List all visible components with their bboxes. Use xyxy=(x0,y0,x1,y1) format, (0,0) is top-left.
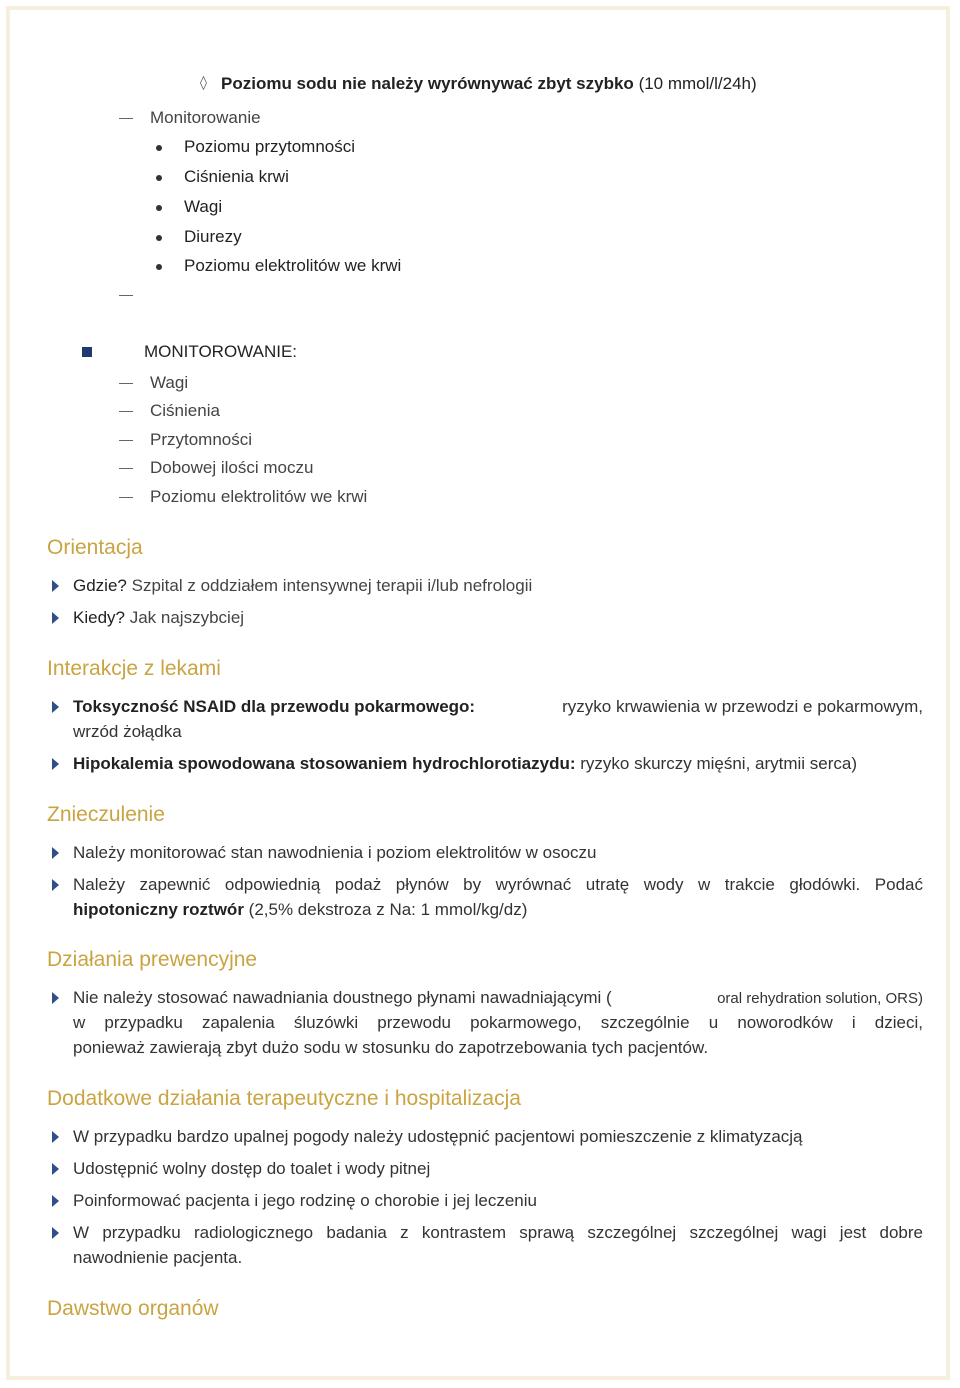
prewencyjne-line1 xyxy=(73,988,923,1008)
heading-orientacja: Orientacja xyxy=(47,536,143,559)
interakcje-bold: Hipokalemia spowodowana stosowaniem hydrochlorotiazydu: xyxy=(73,754,576,773)
monitoring2-item: Przytomności xyxy=(150,430,253,449)
monitoring1-item: Poziomu przytomności xyxy=(184,137,356,156)
orientacja-answer: Szpital z oddziałem intensywnej terapii i/lub nefrologii xyxy=(131,576,533,595)
monitoring2-item: Poziomu elektrolitów we krwi xyxy=(150,487,368,506)
dash-icon xyxy=(119,411,133,412)
square-bullet-icon xyxy=(82,347,92,357)
dash-icon xyxy=(119,440,133,441)
bullet-dot-icon xyxy=(156,145,162,151)
orientacja-item xyxy=(73,608,244,628)
arrow-bullet-icon xyxy=(52,1163,59,1175)
znieczulenie-rest: (2,5% dekstroza z Na: 1 mmol/kg/dz) xyxy=(248,900,528,919)
bullet-dot-icon xyxy=(156,205,162,211)
orientacja-item xyxy=(73,576,532,596)
sodium-note xyxy=(221,74,757,94)
heading-dodatkowe: Dodatkowe działania terapeutyczne i hospitalizacja xyxy=(47,1087,521,1110)
monitoring1-item: Ciśnienia krwi xyxy=(184,167,289,186)
interakcje-text: ryzyko skurczy mięśni, arytmii serca) xyxy=(580,754,858,773)
sodium-note-rest: (10 mmol/l/24h) xyxy=(638,74,757,93)
dash-icon xyxy=(119,468,133,469)
znieczulenie-item-1: Należy monitorować stan nawodnienia i poziom elektrolitów w osoczu xyxy=(73,843,597,862)
monitoring1-item: Wagi xyxy=(184,197,223,216)
bullet-dot-icon xyxy=(156,264,162,270)
dodatkowe-item: W przypadku bardzo upalnej pogody należy udostępnić pacjentowi pomieszczenie z klimatyzacją xyxy=(73,1127,803,1146)
dash-icon xyxy=(119,118,133,119)
orientacja-question: Kiedy? xyxy=(73,608,125,627)
dash-icon xyxy=(119,497,133,498)
dash-icon xyxy=(119,295,133,296)
heading-dawstwo: Dawstwo organów xyxy=(47,1297,219,1320)
interakcje-item-2 xyxy=(73,754,857,774)
monitoring2-item: Wagi xyxy=(150,373,189,392)
arrow-bullet-icon xyxy=(52,701,59,713)
arrow-bullet-icon xyxy=(52,580,59,592)
monitoring2-title: MONITOROWANIE: xyxy=(144,342,297,361)
dash-icon xyxy=(119,383,133,384)
arrow-bullet-icon xyxy=(52,879,59,891)
arrow-bullet-icon xyxy=(52,758,59,770)
arrow-bullet-icon xyxy=(52,847,59,859)
orientacja-answer: Jak najszybciej xyxy=(129,608,245,627)
prewencyjne-line3: ponieważ zawierają zbyt dużo sodu w stosunku do zapotrzebowania tych pacjentów. xyxy=(73,1038,709,1057)
monitoring1-label: Monitorowanie xyxy=(150,108,261,127)
heading-prewencyjne: Działania prewencyjne xyxy=(47,948,258,971)
monitoring2-item: Ciśnienia xyxy=(150,401,220,420)
arrow-bullet-icon xyxy=(52,1131,59,1143)
monitoring1-item: Poziomu elektrolitów we krwi xyxy=(184,256,402,275)
monitoring2-item: Dobowej ilości moczu xyxy=(150,458,314,477)
prewencyjne-line2: w przypadku zapalenia śluzówki przewodu pokarmowego, szczególnie u noworodków i dzieci, xyxy=(73,1013,923,1032)
bullet-dot-icon xyxy=(156,175,162,181)
dodatkowe-item: Poinformować pacjenta i jego rodzinę o chorobie i jej leczeniu xyxy=(73,1191,537,1210)
znieczulenie-bold: hipotoniczny roztwór xyxy=(73,900,244,919)
bullet-dot-icon xyxy=(156,235,162,241)
arrow-bullet-icon xyxy=(52,612,59,624)
heading-interakcje: Interakcje z lekami xyxy=(47,657,221,680)
sodium-note-bold: Poziomu sodu nie należy wyrównywać zbyt szybko xyxy=(221,74,634,93)
interakcje-bold: Toksyczność NSAID dla przewodu pokarmowego: xyxy=(73,697,476,716)
arrow-bullet-icon xyxy=(52,992,59,1004)
orientacja-question: Gdzie? xyxy=(73,576,127,595)
diamond-bullet-icon: ◊ xyxy=(200,75,207,91)
heading-znieczulenie: Znieczulenie xyxy=(47,803,165,826)
monitoring1-item: Diurezy xyxy=(184,227,242,246)
dodatkowe-item: Udostępnić wolny dostęp do toalet i wody pitnej xyxy=(73,1159,431,1178)
arrow-bullet-icon xyxy=(52,1227,59,1239)
prewencyjne-text: Nie należy stosować nawadniania doustnego płynami nawadniającymi ( xyxy=(73,988,612,1007)
znieczulenie-item-2-line2 xyxy=(73,900,527,920)
dodatkowe-last-line2: nawodnienie pacjenta. xyxy=(73,1248,243,1267)
interakcje-item-1-line1 xyxy=(73,697,923,717)
interakcje-text: ryzyko krwawienia w przewodzi e pokarmowym, xyxy=(562,697,923,716)
interakcje-item-1-line2: wrzód żołądka xyxy=(73,722,182,741)
arrow-bullet-icon xyxy=(52,1195,59,1207)
prewencyjne-ors: oral rehydration solution, ORS) xyxy=(717,990,923,1007)
dodatkowe-last-line1: W przypadku radiologicznego badania z kontrastem sprawą szczególnej szczególnej wagi jest dobre xyxy=(73,1223,923,1242)
znieczulenie-item-2-line1: Należy zapewnić odpowiednią podaż płynów by wyrównać utratę wody w trakcie głodówki. Podać xyxy=(73,875,923,894)
